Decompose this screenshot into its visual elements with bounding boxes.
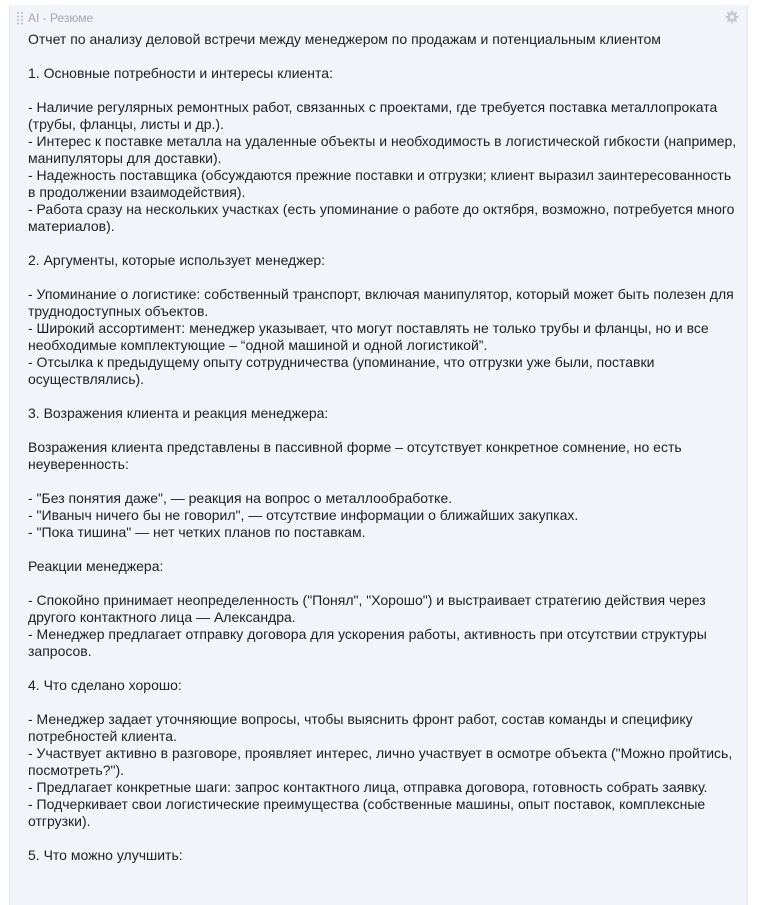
list-item: - Отсылка к предыдущему опыту сотрудничества (упоминание, что отгрузки уже были, поставки осуществлялись). — [28, 354, 659, 387]
list-item: - Участвует активно в разговоре, проявляет интерес, лично участвует в осмотре объекта ("Можно пройтись, посмотреть?"). — [28, 745, 737, 778]
drag-handle-icon[interactable] — [16, 11, 24, 25]
list-item: - "Без понятия даже", — реакция на вопрос о металлообработке. — [28, 490, 453, 506]
gear-icon[interactable] — [725, 10, 739, 24]
reactions-heading: Реакции менеджера: — [28, 558, 164, 574]
list-item: - "Иваныч ничего бы не говорил", — отсутствие информации о ближайших закупках. — [28, 507, 579, 523]
list-item: - Работа сразу на нескольких участках (есть упоминание о работе до октября, возможно, потребуется много материалов). — [28, 201, 739, 234]
panel-title: AI - Резюме — [28, 11, 94, 25]
list-item: - Подчеркивает свои логистические преимущества (собственные машины, опыт поставок, комплексные отгрузки). — [28, 796, 710, 829]
list-item: - "Пока тишина" — нет четких планов по поставкам. — [28, 524, 366, 540]
report-title: Отчет по анализу деловой встречи между менеджером по продажам и потенциальным клиентом — [28, 31, 661, 47]
section-3-heading: 3. Возражения клиента и реакция менеджера: — [28, 405, 329, 421]
ai-summary-panel — [9, 5, 748, 905]
section-3-intro: Возражения клиента представлены в пассивной форме – отсутствует конкретное сомнение, но есть неуверенность: — [28, 439, 686, 472]
list-item: - Спокойно принимает неопределенность ("Понял", "Хорошо") и выстраивает стратегию действия через другого контактного лица — Александра. — [28, 592, 710, 625]
section-1-heading: 1. Основные потребности и интересы клиента: — [28, 65, 333, 81]
section-4-heading: 4. Что сделано хорошо: — [28, 677, 182, 693]
panel-header — [10, 9, 747, 27]
list-item: - Интерес к поставке металла на удаленные объекты и необходимость в логистической гибкости (например, манипуляторы для доставки). — [28, 133, 741, 166]
list-item: - Менеджер задает уточняющие вопросы, чтобы выяснить фронт работ, состав команды и специфику потребностей клиента. — [28, 711, 697, 744]
list-item: - Надежность поставщика (обсуждаются прежние поставки и отгрузки; клиент выразил заинтересованность в продолжении взаимодействия). — [28, 167, 736, 200]
report-text — [28, 31, 740, 864]
section-5-heading: 5. Что можно улучшить: — [28, 847, 183, 863]
section-2-heading: 2. Аргументы, которые использует менеджер: — [28, 252, 326, 268]
list-item: - Упоминание о логистике: собственный транспорт, включая манипулятор, который может быть полезен для труднодоступных объектов. — [28, 286, 738, 319]
list-item: - Наличие регулярных ремонтных работ, связанных с проектами, где требуется поставка металлопроката (трубы, фланцы, листы и др.). — [28, 99, 722, 132]
list-item: - Предлагает конкретные шаги: запрос контактного лица, отправка договора, готовность собрать заявку. — [28, 779, 708, 795]
list-item: - Менеджер предлагает отправку договора для ускорения работы, активность при отсутствии структуры запросов. — [28, 626, 711, 659]
list-item: - Широкий ассортимент: менеджер указывает, что могут поставлять не только трубы и фланцы, но и все необходимые комплектующие – “одной машиной и одной логистикой”. — [28, 320, 713, 353]
